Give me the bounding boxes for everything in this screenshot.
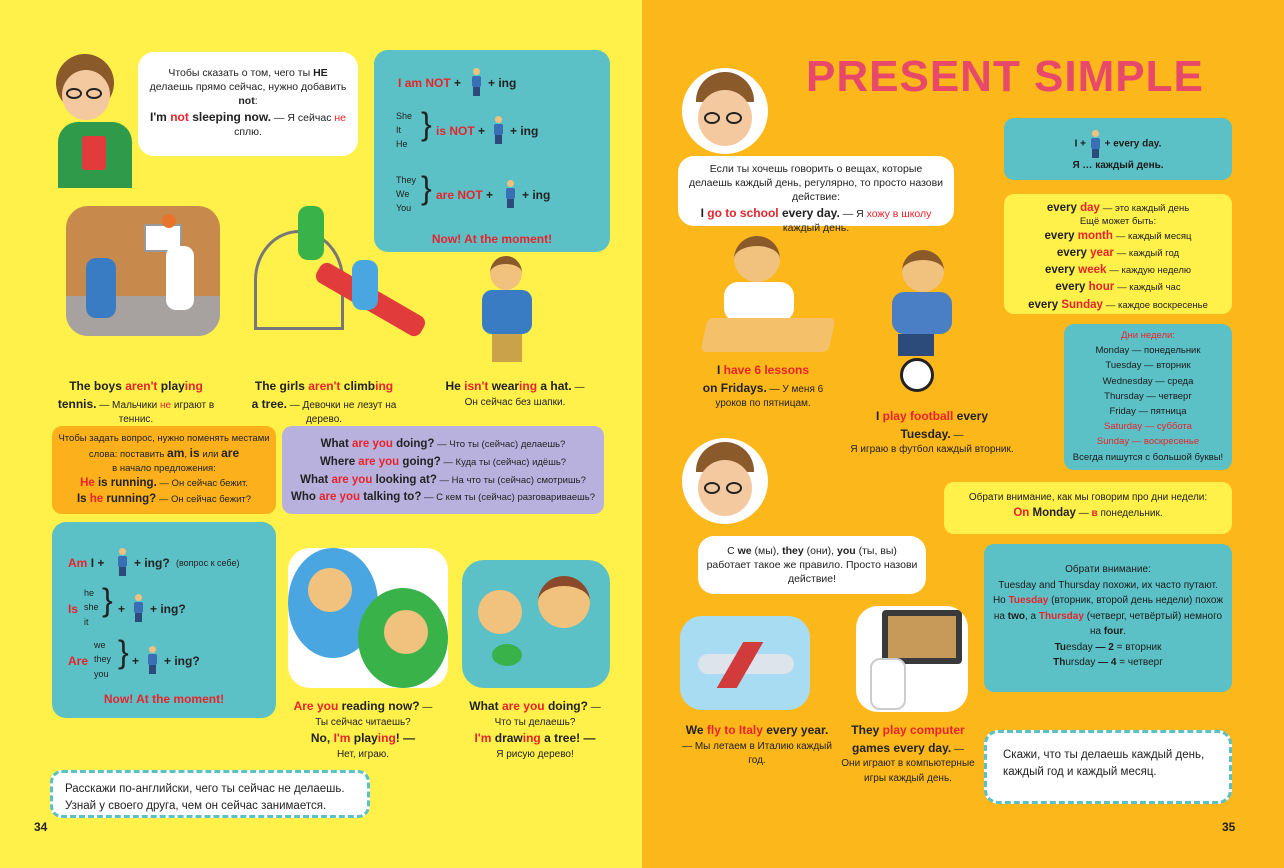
dialog-drawing-caption: What are you doing? — Что ты делаешь? I'm drawing a tree! — Я рисую дерево! [469, 699, 601, 760]
on-monday-box: Обрати внимание, как мы говорим про дни недели: On Monday — в понедельник. [944, 482, 1232, 534]
computer-games-caption: They play computer games every day. — Они играют в компьютерные игры каждый день. [841, 723, 975, 784]
right-page [642, 0, 1284, 868]
computer-game-illustration [856, 606, 968, 712]
boy-football-illustration [878, 250, 978, 396]
girls-slide-illustration [244, 200, 444, 350]
negative-rule-box: I am NOT + + ing She It He } is NOT + + ing They We You } are NOT + + ing Now! At the moment! [374, 50, 610, 252]
left-task-box: Расскажи по-английски, чего ты сейчас не делаешь. Узнай у своего друга, чем он сейчас занимается. [50, 770, 370, 818]
hat-caption: He isn't wearing a hat. — Он сейчас без шапки. [445, 379, 585, 408]
page-number-right: 35 [1222, 820, 1236, 834]
simple-speech-bubble: Если ты хочешь говорить о вещах, которые делаешь каждый день, регулярно, то просто назови действие: I go to school every day. — Я хожу в школу каждый день. [678, 156, 954, 226]
intro-speech-bubble: Чтобы сказать о том, чего ты НЕ делаешь прямо сейчас, нужно добавить not: I'm not sleeping now. — Я сейчас не сплю. [138, 52, 358, 156]
boy-writing-illustration [704, 236, 834, 356]
question-rule-box: Чтобы задать вопрос, нужно поменять местами слова: поставить am, is или are в начало предложения: He is running. — Он сейчас бежит. Is he running? — Он сейчас бежит? [52, 426, 276, 514]
right-task-box: Скажи, что ты делаешь каждый день, каждый год и каждый месяц. [984, 730, 1232, 804]
boy-no-hat-illustration [476, 256, 538, 364]
kids-phone-illustration [288, 548, 448, 688]
page-title: PRESENT SIMPLE [806, 52, 1204, 101]
teacher-face-illustration-2 [682, 438, 768, 524]
questions-examples-box: What are you doing? — Что ты (сейчас) делаешь? Where are you going? — Куда ты (сейчас) идёшь? What are you looking at? — На что ты (сейчас) смотришь? Who are you talking to? — С кем ты (сейчас) разговариваешь? [282, 426, 604, 514]
weekdays-box: Дни недели: Monday — понедельник Tuesday — вторник Wednesday — среда Thursday — четверг Friday — пятница Saturday — суббота Sunday — воскресенье Всегда пишутся с большой буквы! [1064, 324, 1232, 470]
boy-icon [504, 180, 517, 208]
teacher-face-illustration [682, 68, 768, 154]
italy-caption: We fly to Italy every year. — Мы летаем в Италию каждый год. [682, 723, 832, 766]
boy-icon [132, 594, 145, 622]
we-they-you-bubble: С we (мы), they (они), you (ты, вы) работает такое же правило. Просто назови действие! [698, 536, 926, 594]
boy-icon [1089, 130, 1102, 158]
football-caption: I play football every Tuesday. — Я играю в футбол каждый вторник. [850, 409, 1014, 455]
boy-icon [116, 548, 129, 576]
every-words-box: every day — это каждый день Ещё может быть: every month — каждый месяц every year — каждый год every week — каждую неделю every hour — каждый час every Sunday — каждое воскресенье [1004, 194, 1232, 314]
airplane-illustration [680, 616, 810, 710]
dialog-reading-caption: Are you reading now? — Ты сейчас читаешь? No, I'm playing! — Нет, играю. [293, 699, 433, 760]
boys-caption: The boys aren't playing tennis. — Мальчики не играют в теннис. [57, 379, 215, 425]
boys-basketball-illustration [66, 206, 220, 336]
tuesday-thursday-box: Обрати внимание: Tuesday and Thursday похожи, их часто путают. Но Tuesday (вторник, второй день недели) похож на two, а Thursday (четверг, четвёртый) немного на four. Tuesday — 2 = вторник Thursday — 4 = четверг [984, 544, 1232, 692]
girls-caption: The girls aren't climbing a tree. — Девочки не лезут на дерево. [251, 379, 397, 425]
boy-icon [492, 116, 505, 144]
question-formula-box: Am I + + ing? (вопрос к себе) he she it Is } + + ing? we they you Are } + + ing? Now! At the moment! [52, 522, 276, 718]
boy-icon [470, 68, 483, 96]
formula-box: I + + every day. Я … каждый день. [1004, 118, 1232, 180]
lessons-caption: I have 6 lessons on Fridays. — У меня 6 уроков по пятницам. [702, 363, 824, 409]
boy-icon [146, 646, 159, 674]
teacher-illustration [52, 48, 142, 188]
page-number-left: 34 [34, 820, 48, 834]
kids-drawing-illustration [462, 560, 610, 688]
